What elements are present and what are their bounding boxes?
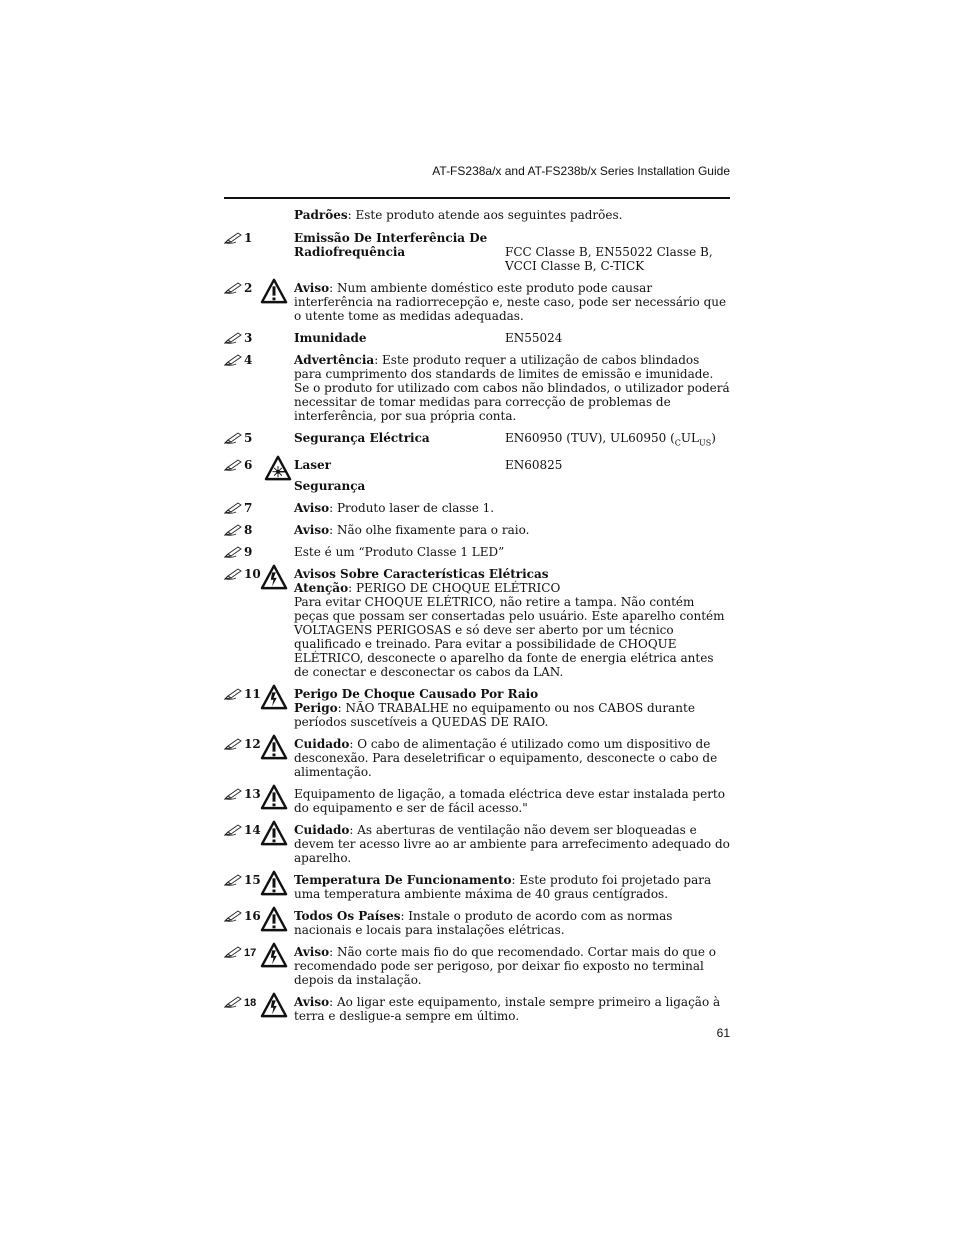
value-ul: UL (680, 431, 699, 445)
page-number: 61 (716, 1026, 730, 1040)
entry-number: 17 (244, 947, 257, 960)
value-sub-c: C (674, 438, 681, 448)
pen-icon (224, 874, 242, 886)
entry-title: Avisos Sobre Características Elétricas (294, 567, 549, 582)
entry-number: 10 (244, 567, 261, 582)
pen-icon (224, 546, 242, 558)
pen-icon (224, 824, 242, 836)
electric-shock-icon (260, 564, 288, 590)
entry-text: Para evitar CHOQUE ELÉTRICO, não retire a tampa. Não contém peças que possam ser consertadas pelo usuário. Este aparelho contém VOLTAGENS PERIGOSAS e só deve ser aberto por um técnico qualificado e treinado. Para evitar a possibilidade de CHOQUE ELÉTRICO, desconecte o aparelho da fonte de energia elétrica antes de conectar e desconectar os cabos da LAN. (294, 595, 725, 680)
pen-icon (224, 502, 242, 514)
entry-12 (224, 737, 730, 779)
entry-2 (224, 281, 730, 323)
entry-text: : PERIGO DE CHOQUE ELÉTRICO (348, 581, 561, 596)
entry-label: Emissão De Interferência De (294, 231, 488, 245)
entry-text: : Produto laser de classe 1. (329, 501, 495, 516)
entry-number: 18 (244, 997, 257, 1010)
intro-label: Padrões (294, 208, 348, 222)
entry-text: : As aberturas de ventilação não devem ser bloqueadas e devem ter acesso livre ao ar ambiente para arrefecimento adequado do aparelho. (294, 823, 730, 866)
entry-label: Aviso (294, 523, 330, 538)
entry-number: 3 (244, 331, 253, 345)
document-body (224, 208, 730, 1031)
entry-label: Segurança Eléctrica (294, 431, 430, 445)
entry-number: 1 (244, 231, 253, 245)
warning-icon (260, 278, 288, 304)
entry-text: : Instale o produto de acordo com as normas nacionais e locais para instalações elétricas. (294, 909, 673, 938)
pen-icon (224, 996, 242, 1008)
entry-11 (224, 687, 730, 729)
entry-label: Aviso (294, 995, 330, 1010)
value-main: EN60950 (TUV), UL60950 ( (505, 431, 675, 445)
pen-icon (224, 232, 242, 244)
entry-label: Cuidado (294, 823, 350, 838)
entry-label: Laser (294, 458, 331, 473)
pen-icon (224, 688, 242, 700)
entry-number: 9 (244, 545, 253, 560)
entry-text: : Este produto requer a utilização de cabos blindados para cumprimento dos standards de limites de emissão e imunidade. Se o produto for utilizado com cabos não blindados, o utilizador poderá necessitar de tomar medidas para correcção de problemas de interferência, por sua própria conta. (294, 353, 730, 423)
pen-icon (224, 282, 242, 294)
entry-5 (224, 431, 730, 450)
pen-icon (224, 568, 242, 580)
warning-icon (260, 820, 288, 846)
entry-text: Equipamento de ligação, a tomada eléctrica deve estar instalada perto do equipamento e ser de fácil acesso." (294, 787, 725, 816)
entry-7 (224, 501, 730, 515)
intro-standards (224, 208, 730, 222)
entry-number: 11 (244, 687, 261, 702)
entry-6 (224, 458, 730, 493)
entry-text: : Ao ligar este equipamento, instale sempre primeiro a ligação à terra e desligue-a sempre em último. (294, 995, 721, 1024)
entry-number: 7 (244, 501, 253, 516)
entry-8 (224, 523, 730, 537)
pen-icon (224, 910, 242, 922)
entry-label: Imunidade (294, 331, 367, 345)
entry-15 (224, 873, 730, 901)
header-rule (224, 197, 730, 199)
entry-value: FCC Classe B, EN55022 Classe B, (505, 245, 713, 259)
entry-number: 16 (244, 909, 261, 924)
entry-17 (224, 945, 730, 987)
entry-label: Todos Os Países (294, 909, 401, 924)
pen-icon (224, 738, 242, 750)
entry-number: 6 (244, 458, 253, 473)
entry-3 (224, 331, 730, 345)
entry-value: EN55024 (505, 331, 563, 345)
entry-label: Atenção (294, 581, 349, 596)
pen-icon (224, 332, 242, 344)
entry-number: 5 (244, 431, 253, 445)
electric-shock-icon (260, 992, 288, 1018)
entry-text: : O cabo de alimentação é utilizado como um dispositivo de desconexão. Para deseletrificar o equipamento, desconecte o cabo de alimentação. (294, 737, 718, 780)
electric-shock-icon (260, 684, 288, 710)
entry-value (505, 431, 730, 450)
entry-label: Aviso (294, 945, 330, 960)
entry-label: Radiofrequência (294, 245, 406, 259)
value-end: ) (711, 431, 716, 445)
entry-label: Temperatura De Funcionamento (294, 873, 512, 888)
pen-icon (224, 788, 242, 800)
entry-13 (224, 787, 730, 815)
entry-10 (224, 567, 730, 679)
entry-text: : Este produto foi projetado para uma temperatura ambiente máxima de 40 graus centígrados. (294, 873, 712, 902)
entry-text: : Não olhe fixamente para o raio. (329, 523, 530, 538)
laser-warning-icon (264, 455, 292, 481)
entry-text: : Não corte mais fio do que recomendado. Cortar mais do que o recomendado pode ser perigoso, por deixar fio exposto no terminal depois da instalação. (294, 945, 716, 988)
pen-icon (224, 354, 242, 366)
entry-value: EN60825 (505, 458, 563, 473)
entry-14 (224, 823, 730, 865)
entry-number: 15 (244, 873, 261, 888)
pen-icon (224, 946, 242, 958)
entry-label: Advertência (294, 353, 375, 367)
warning-icon (260, 906, 288, 932)
entry-number: 13 (244, 787, 261, 802)
entry-text: Este é um “Produto Classe 1 LED” (294, 545, 505, 560)
entry-label: Perigo (294, 701, 338, 716)
pen-icon (224, 432, 242, 444)
value-sub-us: US (699, 438, 712, 448)
electric-shock-icon (260, 942, 288, 968)
entry-text: : NÃO TRABALHE no equipamento ou nos CABOS durante períodos suscetíveis a QUEDAS DE RAIO. (294, 701, 695, 730)
entry-1 (224, 231, 730, 273)
entry-4 (224, 353, 730, 423)
entry-value: VCCI Classe B, C-TICK (505, 259, 645, 273)
entry-label: Aviso (294, 281, 330, 295)
entry-sublabel: Segurança (294, 479, 366, 494)
pen-icon (224, 524, 242, 536)
entry-18 (224, 995, 730, 1023)
entry-title: Perigo De Choque Causado Por Raio (294, 687, 539, 702)
running-header: AT-FS238a/x and AT-FS238b/x Series Installation Guide (432, 164, 730, 178)
pen-icon (224, 459, 242, 471)
entry-label: Cuidado (294, 737, 350, 752)
entry-number: 2 (244, 281, 253, 295)
entry-number: 4 (244, 353, 253, 367)
warning-icon (260, 734, 288, 760)
entry-number: 12 (244, 737, 261, 752)
entry-text: : Num ambiente doméstico este produto pode causar interferência na radiorrecepção e, neste caso, pode ser necessário que o utente tome as medidas adequadas. (294, 281, 727, 323)
entry-number: 8 (244, 523, 253, 538)
entry-16 (224, 909, 730, 937)
entry-number: 14 (244, 823, 261, 838)
warning-icon (260, 784, 288, 810)
entry-9 (224, 545, 730, 559)
intro-text: : Este produto atende aos seguintes padrões. (347, 208, 623, 222)
warning-icon (260, 870, 288, 896)
entry-label: Aviso (294, 501, 330, 516)
